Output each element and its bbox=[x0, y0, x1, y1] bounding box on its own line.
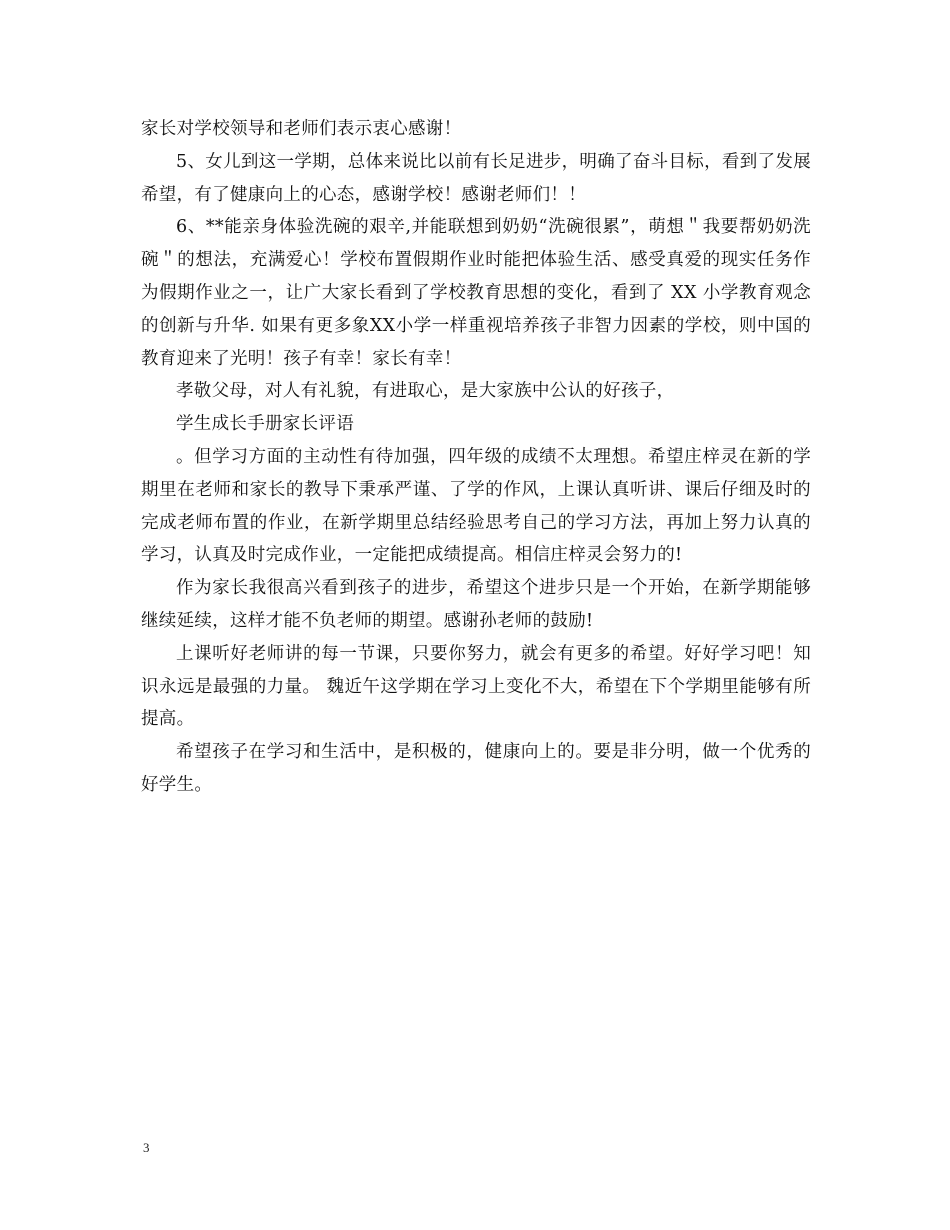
paragraph: 上课听好老师讲的每一节课，只要你努力，就会有更多的希望。好好学习吧！知识永远是最强的力量。 魏近午这学期在学习上变化不大，希望在下个学期里能够有所提高。 bbox=[141, 643, 811, 730]
paragraph: 6、**能亲身体验洗碗的艰辛,并能联想到奶奶“洗碗很累”，萌想＂我要帮奶奶洗碗＂的想法，充满爱心！学校布置假期作业时能把体验生活、感受真爱的现实任务作为假期作业之一，让广大家长看到了学校教育思想的变化，看到了 XX 小学教育观念的创新与升华. 如果有更多象XX小学一样重视培养孩子非智力因素的学校，则中国的教育迎来了光明！孩子有幸！家长有幸！ bbox=[141, 217, 811, 369]
section-heading: 学生成长手册家长评语 bbox=[176, 414, 354, 435]
paragraph: 家长对学校领导和老师们表示衷心感谢！ bbox=[141, 119, 462, 139]
paragraph: 孝敬父母，对人有礼貌，有进取心，是大家族中公认的好孩子， bbox=[176, 381, 675, 402]
paragraph: 希望孩子在学习和生活中，是积极的，健康向上的。要是非分明，做一个优秀的好学生。 bbox=[141, 742, 811, 795]
document-body bbox=[141, 113, 811, 802]
paragraph: 5、女儿到这一学期，总体来说比以前有长足进步，明确了奋斗目标，看到了发展希望，有了健康向上的心态，感谢学校！感谢老师们！！ bbox=[141, 151, 811, 205]
paragraph: 。但学习方面的主动性有待加强，四年级的成绩不太理想。希望庄梓灵在新的学期里在老师和家长的教导下秉承严谨、了学的作风，上课认真听讲、课后仔细及时的完成老师布置的作业，在新学期里总结经验思考自己的学习方法，再加上努力认真的学习，认真及时完成作业，一定能把成绩提高。相信庄梓灵会努力的! bbox=[141, 446, 811, 566]
page-number: 3 bbox=[143, 1140, 150, 1155]
paragraph: 作为家长我很高兴看到孩子的进步，希望这个进步只是一个开始，在新学期能够继续延续，这样才能不负老师的期望。感谢孙老师的鼓励! bbox=[141, 578, 811, 631]
